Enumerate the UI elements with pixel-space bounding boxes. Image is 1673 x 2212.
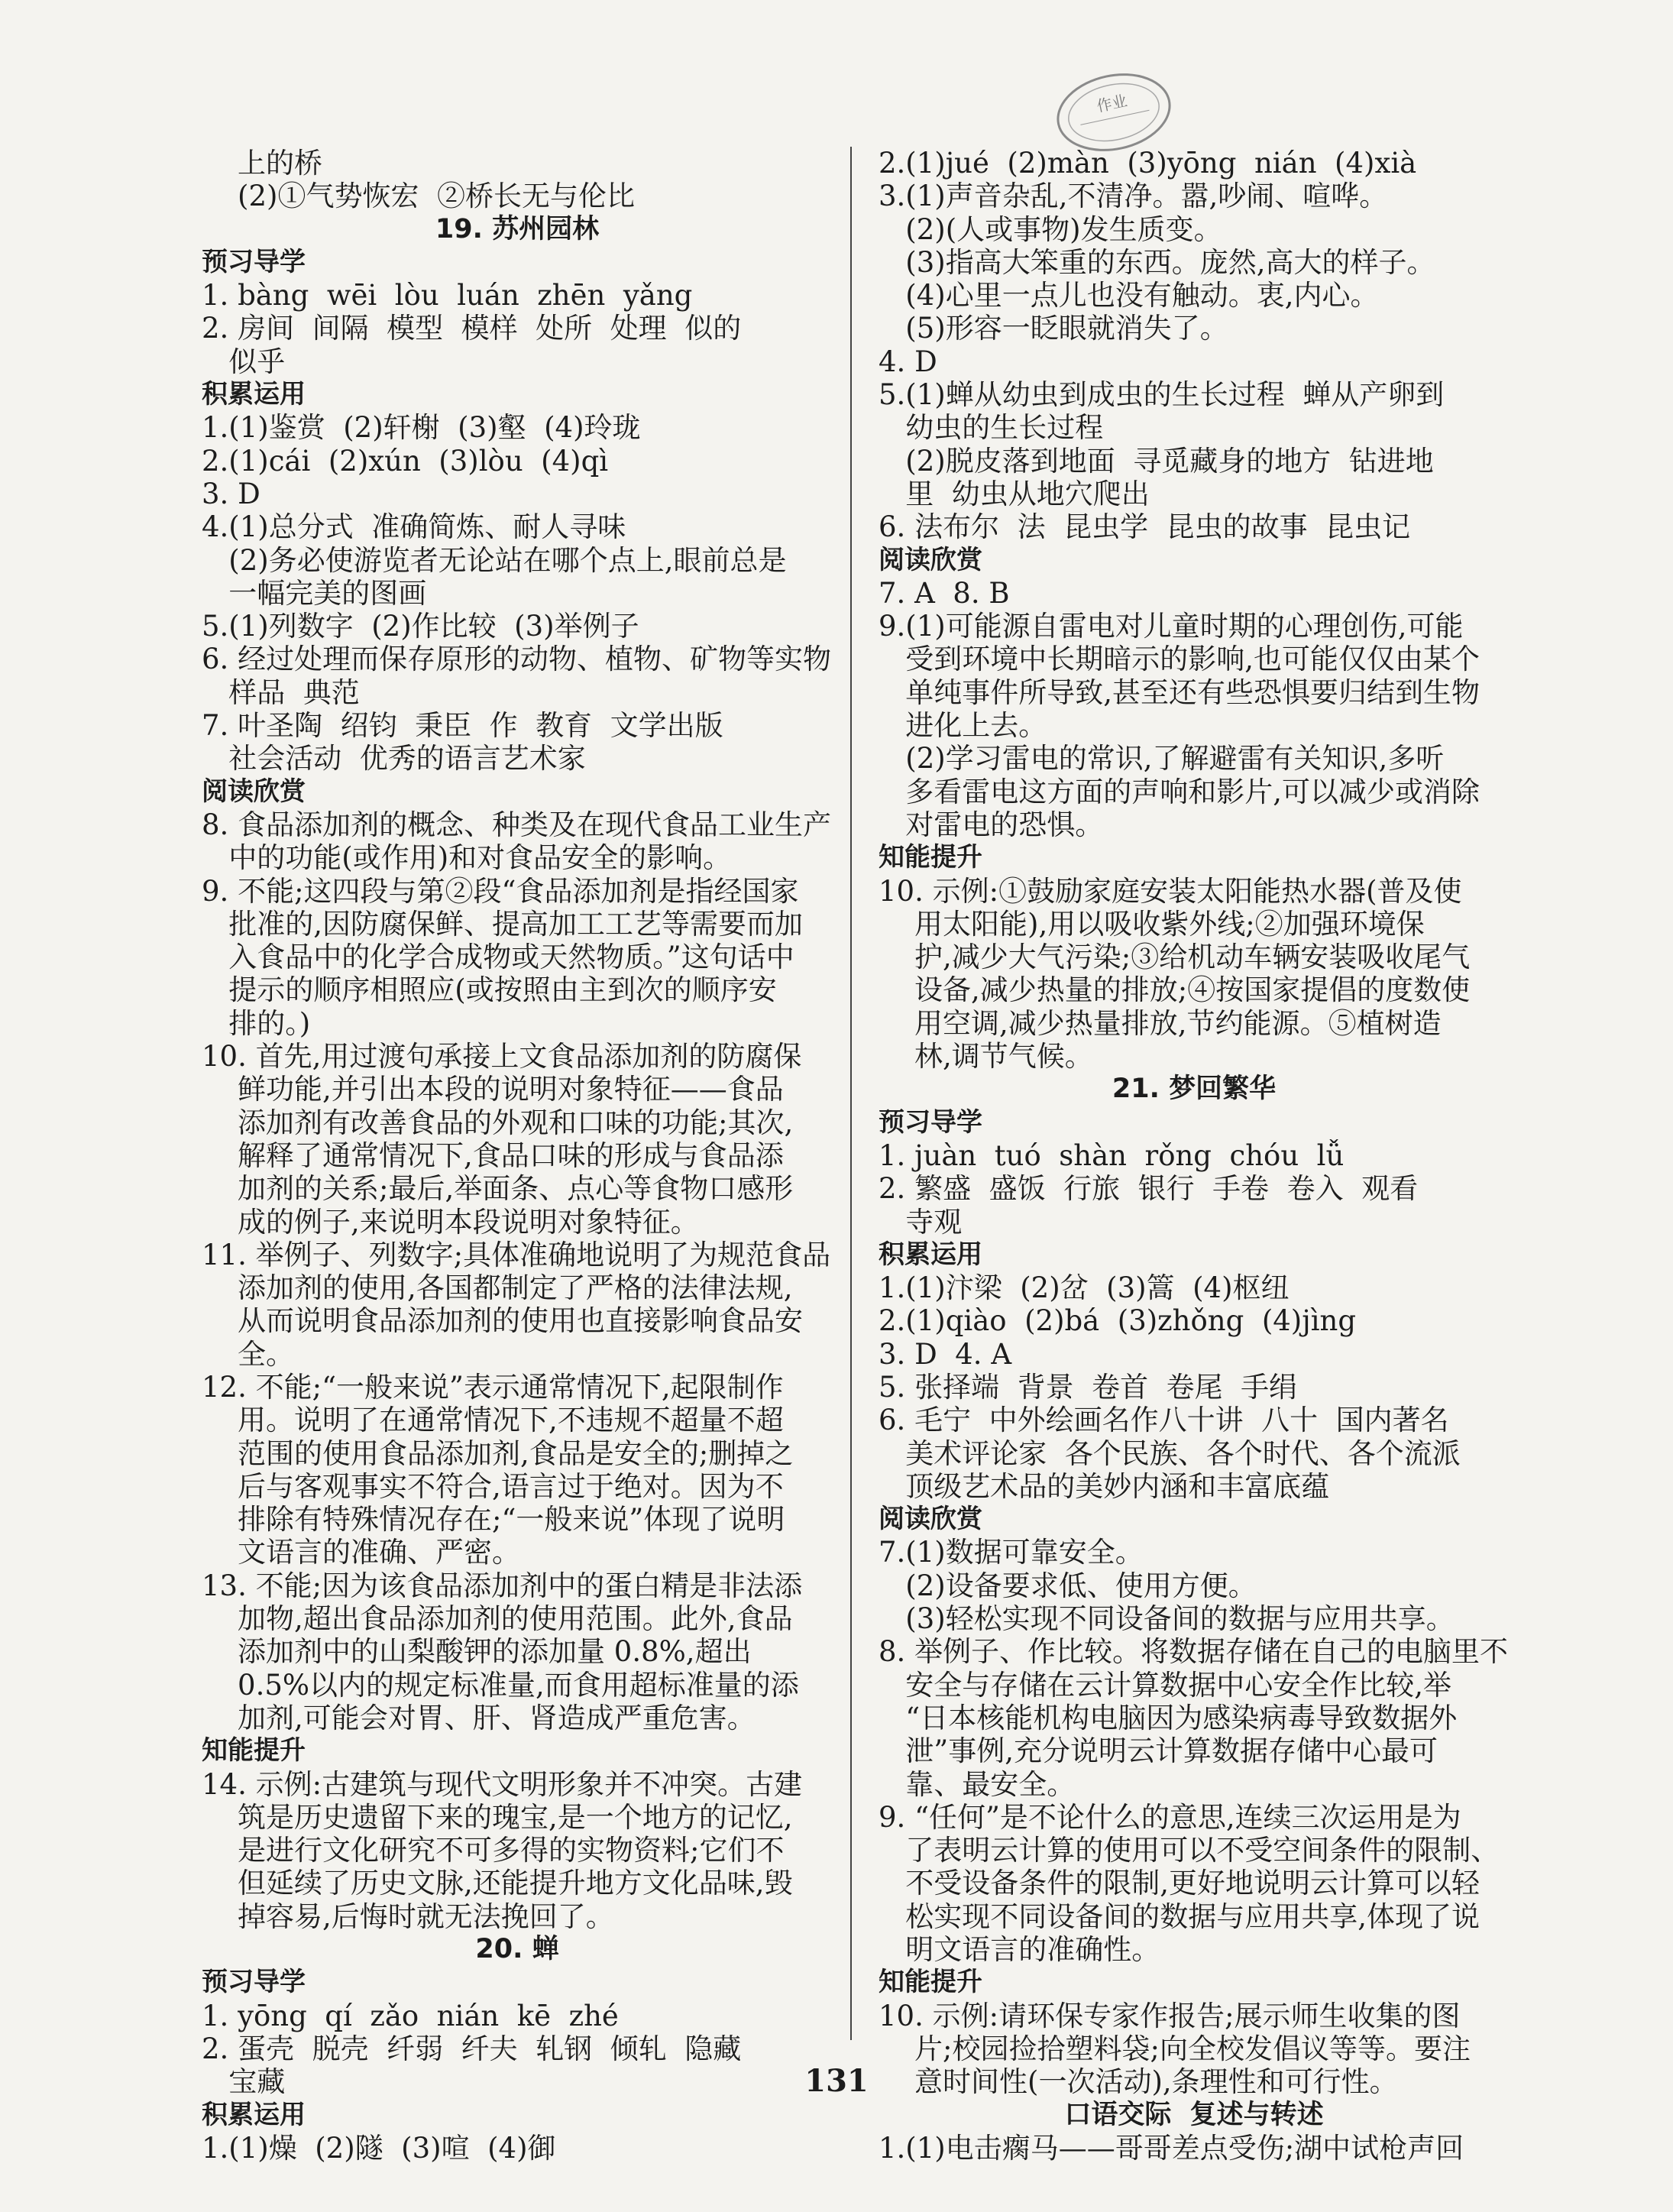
answer-line: 6. 毛宁 中外绘画名作八十讲 八十 国内著名: [879, 1404, 1449, 1437]
answer-line: 添加剂的使用,各国都制定了严格的法律法规,: [202, 1271, 793, 1305]
answer-line: 9. 不能;这四段与第②段“食品添加剂是指经国家: [202, 874, 799, 908]
answer-line: 进化上去。: [879, 709, 1047, 743]
answer-line: 安全与存储在云计算数据中心安全作比较,举: [879, 1668, 1452, 1702]
answer-line: 了表明云计算的使用可以不受空间条件的限制、: [879, 1834, 1500, 1867]
answer-line: “日本核能机构电脑因为感染病毒导致数据外: [879, 1701, 1458, 1734]
answer-line: 设备,减少热量的排放;④按国家提倡的度数使: [879, 973, 1471, 1007]
answer-line: (2)①气势恢宏 ②桥长无与伦比: [202, 180, 635, 213]
answer-line: 2.(1)cái (2)xún (3)lòu (4)qì: [202, 444, 609, 478]
answer-line: 寺观: [879, 1205, 963, 1239]
answer-line: 靠、最安全。: [879, 1767, 1076, 1801]
answer-line: 5.(1)蝉从幼虫到成虫的生长过程 蝉从产卵到: [879, 378, 1445, 412]
answer-line: 1. yōng qí zǎo nián kē zhé: [202, 1999, 619, 2032]
answer-line: 单纯事件所导致,甚至还有些恐惧要归结到生物: [879, 675, 1480, 709]
answer-line: (2)务必使游览者无论站在哪个点上,眼前总是: [202, 543, 787, 577]
answer-line: 用空调,减少热量排放,节约能源。⑤植树造: [879, 1006, 1442, 1040]
answer-line: 鲜功能,并引出本段的说明对象特征——食品: [202, 1073, 784, 1106]
answer-line: 12. 不能;“一般来说”表示通常情况下,起限制作: [202, 1370, 784, 1404]
answer-line: 文语言的准确、严密。: [202, 1536, 521, 1569]
answer-line: 入食品中的化学合成物或天然物质。”这句话中: [202, 941, 794, 974]
answer-line: 13. 不能;因为该食品添加剂中的蛋白精是非法添: [202, 1569, 803, 1602]
answer-line: (3)轻松实现不同设备间的数据与应用共享。: [879, 1602, 1455, 1636]
section-heading: 积累运用: [879, 1239, 982, 1270]
answer-line: 受到环境中长期暗示的影响,也可能仅仅由某个: [879, 643, 1480, 676]
answer-line: 提示的顺序相照应(或按照由主到次的顺序安: [202, 973, 777, 1007]
answer-line: 2.(1)jué (2)màn (3)yōng nián (4)xià: [879, 147, 1417, 180]
answer-line: 14. 示例:古建筑与现代文明形象并不冲突。古建: [202, 1767, 803, 1801]
section-heading: 阅读欣赏: [879, 544, 982, 575]
section-heading: 知能提升: [879, 1967, 982, 1998]
answer-line: 0.5%以内的规定标准量,而食用超标准量的添: [202, 1668, 799, 1702]
column-divider: [850, 147, 852, 2040]
answer-line: 8. 食品添加剂的概念、种类及在现代食品工业生产: [202, 808, 832, 841]
page-number: 131: [804, 2063, 869, 2099]
answer-line: 9.(1)可能源自雷电对儿童时期的心理创伤,可能: [879, 610, 1464, 643]
answer-line: 3.(1)声音杂乱,不清净。嚣,吵闹、喧哗。: [879, 180, 1388, 213]
lesson-title: 口语交际 复述与转述: [1064, 2099, 1324, 2130]
left-column: [202, 147, 833, 2165]
answer-line: 5. 张择端 背景 卷首 卷尾 手绢: [879, 1370, 1298, 1404]
answer-line: 中的功能(或作用)和对食品安全的影响。: [202, 841, 732, 875]
answer-line: 是进行文化研究不可多得的实物资料;它们不: [202, 1834, 785, 1867]
answer-line: (4)心里一点儿也没有触动。衷,内心。: [879, 279, 1379, 313]
answer-line: 2.(1)qiào (2)bá (3)zhǒng (4)jìng: [879, 1304, 1357, 1338]
answer-line: 1. bàng wēi lòu luán zhēn yǎng: [202, 279, 693, 313]
answer-line: (3)指高大笨重的东西。庞然,高大的样子。: [879, 245, 1435, 279]
answer-line: 7. A 8. B: [879, 576, 1010, 610]
answer-line: 添加剂有改善食品的外观和口味的功能;其次,: [202, 1106, 794, 1139]
answer-line: 但延续了历史文脉,还能提升地方文化品味,毁: [202, 1867, 793, 1900]
answer-line: 美术评论家 各个民族、各个时代、各个流派: [879, 1436, 1461, 1470]
answer-line: 社会活动 优秀的语言艺术家: [202, 742, 586, 776]
answer-line: 里 幼虫从地穴爬出: [879, 477, 1150, 510]
answer-line: 8. 举例子、作比较。将数据存储在自己的电脑里不: [879, 1635, 1509, 1669]
answer-line: 一幅完美的图画: [202, 576, 427, 610]
answer-line: 样品 典范: [202, 675, 360, 709]
answer-line: 4. D: [879, 345, 937, 378]
answer-line: 意时间性(一次活动),条理性和可行性。: [879, 2065, 1398, 2099]
answer-line: 9. “任何”是不论什么的意思,连续三次运用是为: [879, 1800, 1461, 1834]
answer-line: 筑是历史遗留下来的瑰宝,是一个地方的记忆,: [202, 1800, 793, 1834]
answer-line: 成的例子,来说明本段说明对象特征。: [202, 1205, 699, 1239]
section-heading: 知能提升: [879, 842, 982, 873]
answer-line: 3. D: [202, 477, 260, 510]
answer-line: 7.(1)数据可靠安全。: [879, 1536, 1144, 1569]
section-heading: 积累运用: [202, 2099, 306, 2130]
answer-line: (2)学习雷电的常识,了解避雷有关知识,多听: [879, 742, 1445, 776]
answer-line: 10. 首先,用过渡句承接上文食品添加剂的防腐保: [202, 1040, 802, 1074]
answer-line: 6. 经过处理而保存原形的动物、植物、矿物等实物: [202, 643, 832, 676]
answer-line: 幼虫的生长过程: [879, 411, 1104, 445]
answer-line: 1. juàn tuó shàn rǒng chóu lǚ: [879, 1138, 1345, 1172]
answer-line: 宝藏: [202, 2065, 286, 2099]
answer-line: 加剂,可能会对胃、肝、肾造成严重危害。: [202, 1701, 756, 1734]
answer-line: 10. 示例:请环保专家作报告;展示师生收集的图: [879, 1999, 1461, 2032]
answer-line: 掉容易,后悔时就无法挽回了。: [202, 1899, 614, 1933]
answer-line: (2)(人或事物)发生质变。: [879, 212, 1222, 246]
answer-line: 用太阳能),用以吸收紫外线;②加强环境保: [879, 907, 1425, 941]
section-heading: 阅读欣赏: [202, 776, 306, 807]
section-heading: 阅读欣赏: [879, 1504, 982, 1535]
answer-line: 排除有特殊情况存在;“一般来说”体现了说明: [202, 1503, 785, 1537]
answer-line: 1.(1)燥 (2)隧 (3)喧 (4)御: [202, 2131, 556, 2165]
answer-line: 片;校园捡拾塑料袋;向全校发倡议等等。要注: [879, 2032, 1471, 2065]
answer-line: 2. 房间 间隔 模型 模样 处所 处理 似的: [202, 312, 742, 345]
answer-line: 对雷电的恐惧。: [879, 808, 1104, 841]
answer-line: 松实现不同设备间的数据与应用共享,体现了说: [879, 1899, 1480, 1933]
answer-line: 加物,超出食品添加剂的使用范围。此外,食品: [202, 1602, 793, 1636]
answer-line: 6. 法布尔 法 昆虫学 昆虫的故事 昆虫记: [879, 510, 1411, 544]
answer-line: 用。说明了在通常情况下,不违规不超量不超: [202, 1404, 784, 1437]
answer-line: 多看雷电这方面的声响和影片,可以减少或消除: [879, 775, 1480, 808]
answer-line: 1.(1)电击瘸马——哥哥差点受伤;湖中试枪声回: [879, 2131, 1464, 2165]
lesson-title: 20. 蝉: [475, 1934, 559, 1965]
svg-text:作业: 作业: [1095, 91, 1129, 116]
answer-line: 不受设备条件的限制,更好地说明云计算可以轻: [879, 1867, 1480, 1900]
answer-line: 排的。): [202, 1006, 311, 1040]
answer-line: 添加剂中的山梨酸钾的添加量 0.8%,超出: [202, 1635, 752, 1669]
answer-line: 3. D 4. A: [879, 1337, 1012, 1371]
answer-line: 4.(1)总分式 准确简炼、耐人寻味: [202, 510, 626, 544]
section-heading: 预习导学: [202, 1967, 306, 1998]
answer-line: 全。: [202, 1337, 295, 1371]
answer-line: 护,减少大气污染;③给机动车辆安装吸收尾气: [879, 941, 1471, 974]
section-heading: 积累运用: [202, 379, 306, 410]
answer-line: 2. 蛋壳 脱壳 纤弱 纤夫 轧钢 倾轧 隐藏: [202, 2032, 742, 2065]
answer-line: (5)形容一眨眼就消失了。: [879, 312, 1228, 345]
answer-line: (2)脱皮落到地面 寻觅藏身的地方 钻进地: [879, 444, 1434, 478]
answer-line: (2)设备要求低、使用方便。: [879, 1569, 1257, 1602]
answer-line: 5.(1)列数字 (2)作比较 (3)举例子: [202, 610, 639, 643]
answer-line: 顶级艺术品的美妙内涵和丰富底蕴: [879, 1469, 1330, 1503]
answer-line: 泄”事例,充分说明云计算数据存储中心最可: [879, 1734, 1438, 1768]
answer-line: 1.(1)汴梁 (2)岔 (3)篙 (4)枢纽: [879, 1271, 1290, 1305]
answer-line: 解释了通常情况下,食品口味的形成与食品添: [202, 1138, 784, 1172]
answer-line: 上的桥: [202, 147, 323, 180]
answer-line: 后与客观事实不符合,语言过于绝对。因为不: [202, 1469, 784, 1503]
answer-line: 11. 举例子、列数字;具体准确地说明了为规范食品: [202, 1238, 831, 1271]
answer-line: 加剂的关系;最后,举面条、点心等食物口感形: [202, 1172, 794, 1206]
answer-line: 林,调节气候。: [879, 1040, 1093, 1074]
answer-line: 10. 示例:①鼓励家庭安装太阳能热水器(普及使: [879, 874, 1462, 908]
lesson-title: 19. 苏州园林: [435, 213, 600, 245]
answer-line: 2. 繁盛 盛饭 行旅 银行 手卷 卷入 观看: [879, 1172, 1419, 1206]
answer-line: 1.(1)鉴赏 (2)轩榭 (3)壑 (4)玲珑: [202, 411, 641, 445]
section-heading: 知能提升: [202, 1735, 306, 1767]
lesson-title: 21. 梦回繁华: [1112, 1074, 1277, 1105]
answer-line: 7. 叶圣陶 绍钧 秉臣 作 教育 文学出版: [202, 709, 723, 743]
answer-line: 明文语言的准确性。: [879, 1933, 1160, 1967]
section-heading: 预习导学: [879, 1106, 982, 1138]
answer-line: 似乎: [202, 345, 286, 378]
answer-line: 范围的使用食品添加剂,食品是安全的;删掉之: [202, 1436, 794, 1470]
section-heading: 预习导学: [202, 246, 306, 277]
right-column: [879, 147, 1510, 2165]
answer-line: 从而说明食品添加剂的使用也直接影响食品安: [202, 1304, 804, 1338]
answer-line: 批准的,因防腐保鲜、提高加工工艺等需要而加: [202, 907, 804, 941]
